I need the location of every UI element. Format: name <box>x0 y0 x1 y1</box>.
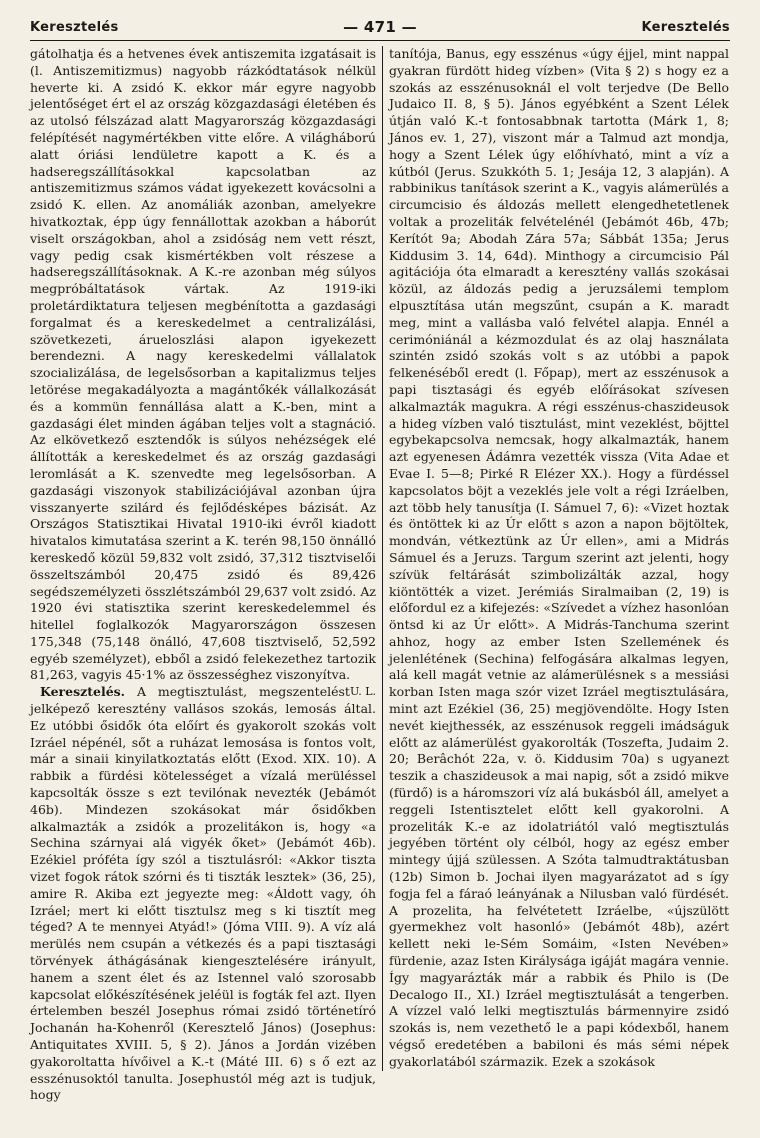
running-title-left: Keresztelés <box>30 19 119 35</box>
right-column <box>382 46 729 1071</box>
article-text-kereskedelem: gátolhatja és a hetvenes évek antiszemita izgatásait is (l. Antiszemitizmus) nagyobb rázkódtatások nélkül heverte ki. A zsidó K. ekkor már egyre nagyobb jelentőséget ért el az ország közgazdasági életében és az utolsó félszázad alatt Magyarország közgazdasági felépítését nagymértékben vitte előre. A világháború alatt óriási lendületre kapott a K. és a hadseregszállításokkal kapcsolatban az antiszemitizmus számos vádat igyekezett kovácsolni a zsidó K. ellen. Az anomáliák azonban, amelyekre hivatkoztak, épp úgy fennállottak azokban a háborút viselt országokban, ahol a zsidóság nem vett részt, vagy pedig csak kismértékben volt részese a hadseregszállításoknak. A K.-re azonban még súlyos megpróbáltatások vártak. Az 1919-iki proletárdiktatura teljesen megbénította a gazdasági forgalmat és a kereskedelmet a centralizálási, szövetkezeti, árueloszlási alapon igyekezett berendezni. A nagy kereskedelmi vállalatok szocializálása, de legelsősorban a kapitalizmus teljes letörése megakadályozta a magántőkék vállalkozását és a kommün fennállása alatt a K.-ben, mint a gazdasági élet minden ágában teljes volt a stagnáció. Az elkövetkező esztendők is súlyos nehézségek elé állították a kereskedelmet és az ország gazdasági leromlását a K. szenvedte meg legelsősorban. A gazdasági viszonyok stabilizációjával azonban újra visszanyerte szilárd és fejlődésképes bázisát. Az Országos Statisztikai Hivatal 1910-iki évről kiadott hivatalos kimutatása szerint a K. terén 98,150 önnálló kereskedő közül 59,832 volt zsidó, 37,312 tisztviselői összeltszámból 20,475 zsidó és 89,426 segédszemélyzeti összlétszámból 29,637 volt zsidó. Az 1920 évi statisztika szerint kereskedelemmel és hitellel foglalkozók Magyarországon összesen 175,348 (75,148 önálló, 47,608 tisztviselő, 52,592 egyéb személyzet), ebből a zsidó felekezethez tartozik 81,263, vagyis 45·1% az összességhez viszonyítva. <box>30 46 376 683</box>
author-signature: U. L. <box>349 685 376 699</box>
entry-headword: Keresztelés. <box>40 684 126 700</box>
page-header <box>30 14 730 41</box>
page-number: — 471 — <box>343 18 417 36</box>
article-keresztelés <box>30 684 376 1104</box>
left-column <box>30 46 376 1104</box>
entry-text-start: A megtisztulást, megszentelést jelképező keresztény vallásos szokás, lemosás által. Ez utóbbi ősidők óta előírt és gyakorolt szokás volt Izráel népénél, sőt a ruházat lemosása is fontos volt, már a sinaii kinyilatkoztatás előtt (Exod. XIX. 10). A rabbik a fürdési kötelességet a vízalá merüléssel kapcsolták össze s ezt tevilónak nevezték (Jebámót 46b). Mindezen szokásokat már ősidőkben alkalmazták a zsidók a prozelitákon is, hogy «a Sechina szárnyai alá vigyék őket» (Jebámót 46b). Ezékiel próféta így szól a tisztulásról: «Akkor tiszta vizet fogok rátok szórni és ti tiszták lesztek» (36, 25), amire R. Akiba ezt jegyezte meg: «Áldott vagy, óh Izráel; mert ki előtt tisztulsz meg s ki tisztít meg téged? A te mennyei Atyád!» (Jóma VIII. 9). A víz alá merülés nem csupán a vétkezés és a papi tisztasági törvények áthágásának kiengesztelésére irányult, hanem a szent élet és az Istennel való szorosabb kapcsolat előkészítésének jeléül is fogták fel azt. Ilyen értelemben beszél Josephus római zsidó történetíró Jochanán ha-Kohenről (Keresztelő János) (Josephus: Antiquitates XVIII. 5, § 2). János a Jordán vizében gyakoroltatta hívőivel a K.-t (Máté III. 6) s ő ezt az esszénusoktól tanulta. Josephustól még azt is tudjuk, hogy <box>30 684 376 1103</box>
running-title-right: Keresztelés <box>641 19 730 35</box>
entry-text-continued: tanítója, Banus, egy esszénus «úgy éjjel, mint nappal gyakran fürdött hideg vízben» (Vita § 2) s hogy ez a szokás az esszénusoknál el volt terjedve (De Bello Judaico II. 8, § 5). János egyébként a Szent Lélek útján való K.-t fontosabbnak tartotta (Márk 1, 8; János ev. 1, 27), viszont már a Talmud azt mondja, hogy a Szent Lélek úgy előhívható, mint a víz a kútból (Jerus. Szukkóth 5. 1; Jesája 12, 3 alapján). A rabbinikus tanítások szerint a K., vagyis alámerülés a circumcisio és áldozás mellett elengedhetetlenek voltak a prozeliták felvételénél (Jebámót 46b, 47b; Kerítót 9a; Abodah Zára 57a; Sábbát 135a; Jerus Kiddusim 3. 14, 64d). Minthogy a circumcisio Pál agitációja óta elmaradt a keresztény vallás szokásai közül, az áldozás pedig a jeruzsálemi templom elpusztítása után megszűnt, csupán a K. maradt meg, mint a vallásba való felvétel alapja. Ennél a cerimóniánál a kézmozdulat és az olaj használata szintén zsidó szokás volt s az utóbbi a papok felkenéséből eredt (l. Főpap), mert az esszénusok a papi tisztasági és egyéb előírásokat szívesen alkalmazták magukra. A régi esszénus-chaszideusok a hideg vízben való tisztulást, mint vezeklést, böjttel egybekapcsolva nemcsak, hogy alkalmazták, hanem azt egyenesen Ádámra vezették vissza (Vita Adae et Evae I. 5—8; Pirké R Elézer XX.). Hogy a fürdéssel kapcsolatos böjt a vezeklés jele volt a régi Izráelben, azt több hely tanusítja (I. Sámuel 7, 6): «Vizet hoztak és öntöttek ki az Úr előtt s azon a napon böjtöltek, mondván, vétkeztünk az Úr ellen», ami a Midrás Sámuel és a Jeruzs. Targum szerint azt jelenti, hogy szívük feltárását szimbolizálták azzal, hogy kiöntötték a vizet. Jerémiás Siralmaiban (2, 19) is előfordul ez a kifejezés: «Szívedet a vízhez hasonlóan öntsd ki az Úr előtt». A Midrás-Tanchuma szerint ahhoz, hogy az ember Isten Szellemének és jelenlétének (Sechina) felfogására alkalmas legyen, alá kell magát vetnie az alámerülésnek s a messiási korban Isten maga szór vizet Izráel megtisztulására, mint azt Ezékiel (36, 25) megjövendölte. Hogy Isten nevét kiejthessék, az esszénusok reggeli imádságuk előtt az alámerülést gyakorolták (Toszefta, Judaim 2. 20; Berâchót 22a, v. ö. Kiddusim 70a) s ugyanezt teszik a chaszideusok a mai napig, sőt a zsidó mikve (fürdő) is a háromszori víz alá bukásból áll, amelyet a reggeli Istentisztelet előtt kell gyakorolni. A prozeliták K.-e az idolatriától való megtisztulás jegyében történt oly célból, hogy az egész ember mintegy újjá szülessen. A Szóta talmudtraktátusban (12b) Simon b. Jochai ilyen magyarázatot ad s így fogja fel a fáraó leányának a Nilusban való fürdését. A prozelita, ha felvétetett Izráelbe, «újszülött gyermekhez volt hasonló» (Jebámót 48b), azért kellett neki le-Sém Somáim, «Isten Nevében» fürdenie, azaz Isten Királysága igáját magára vennie. Így magyarázták már a rabbik és Philo is (De Decalogo II., XI.) Izráel megtisztulását a tengerben. A vízzel való lelki megtisztulás bármennyire zsidó szokás is, nem vezethető le a papi kódexből, hanem végső eredetében a babiloni és más sémi népek gyakorlatából származik. Ezek a szokások <box>389 46 729 1069</box>
